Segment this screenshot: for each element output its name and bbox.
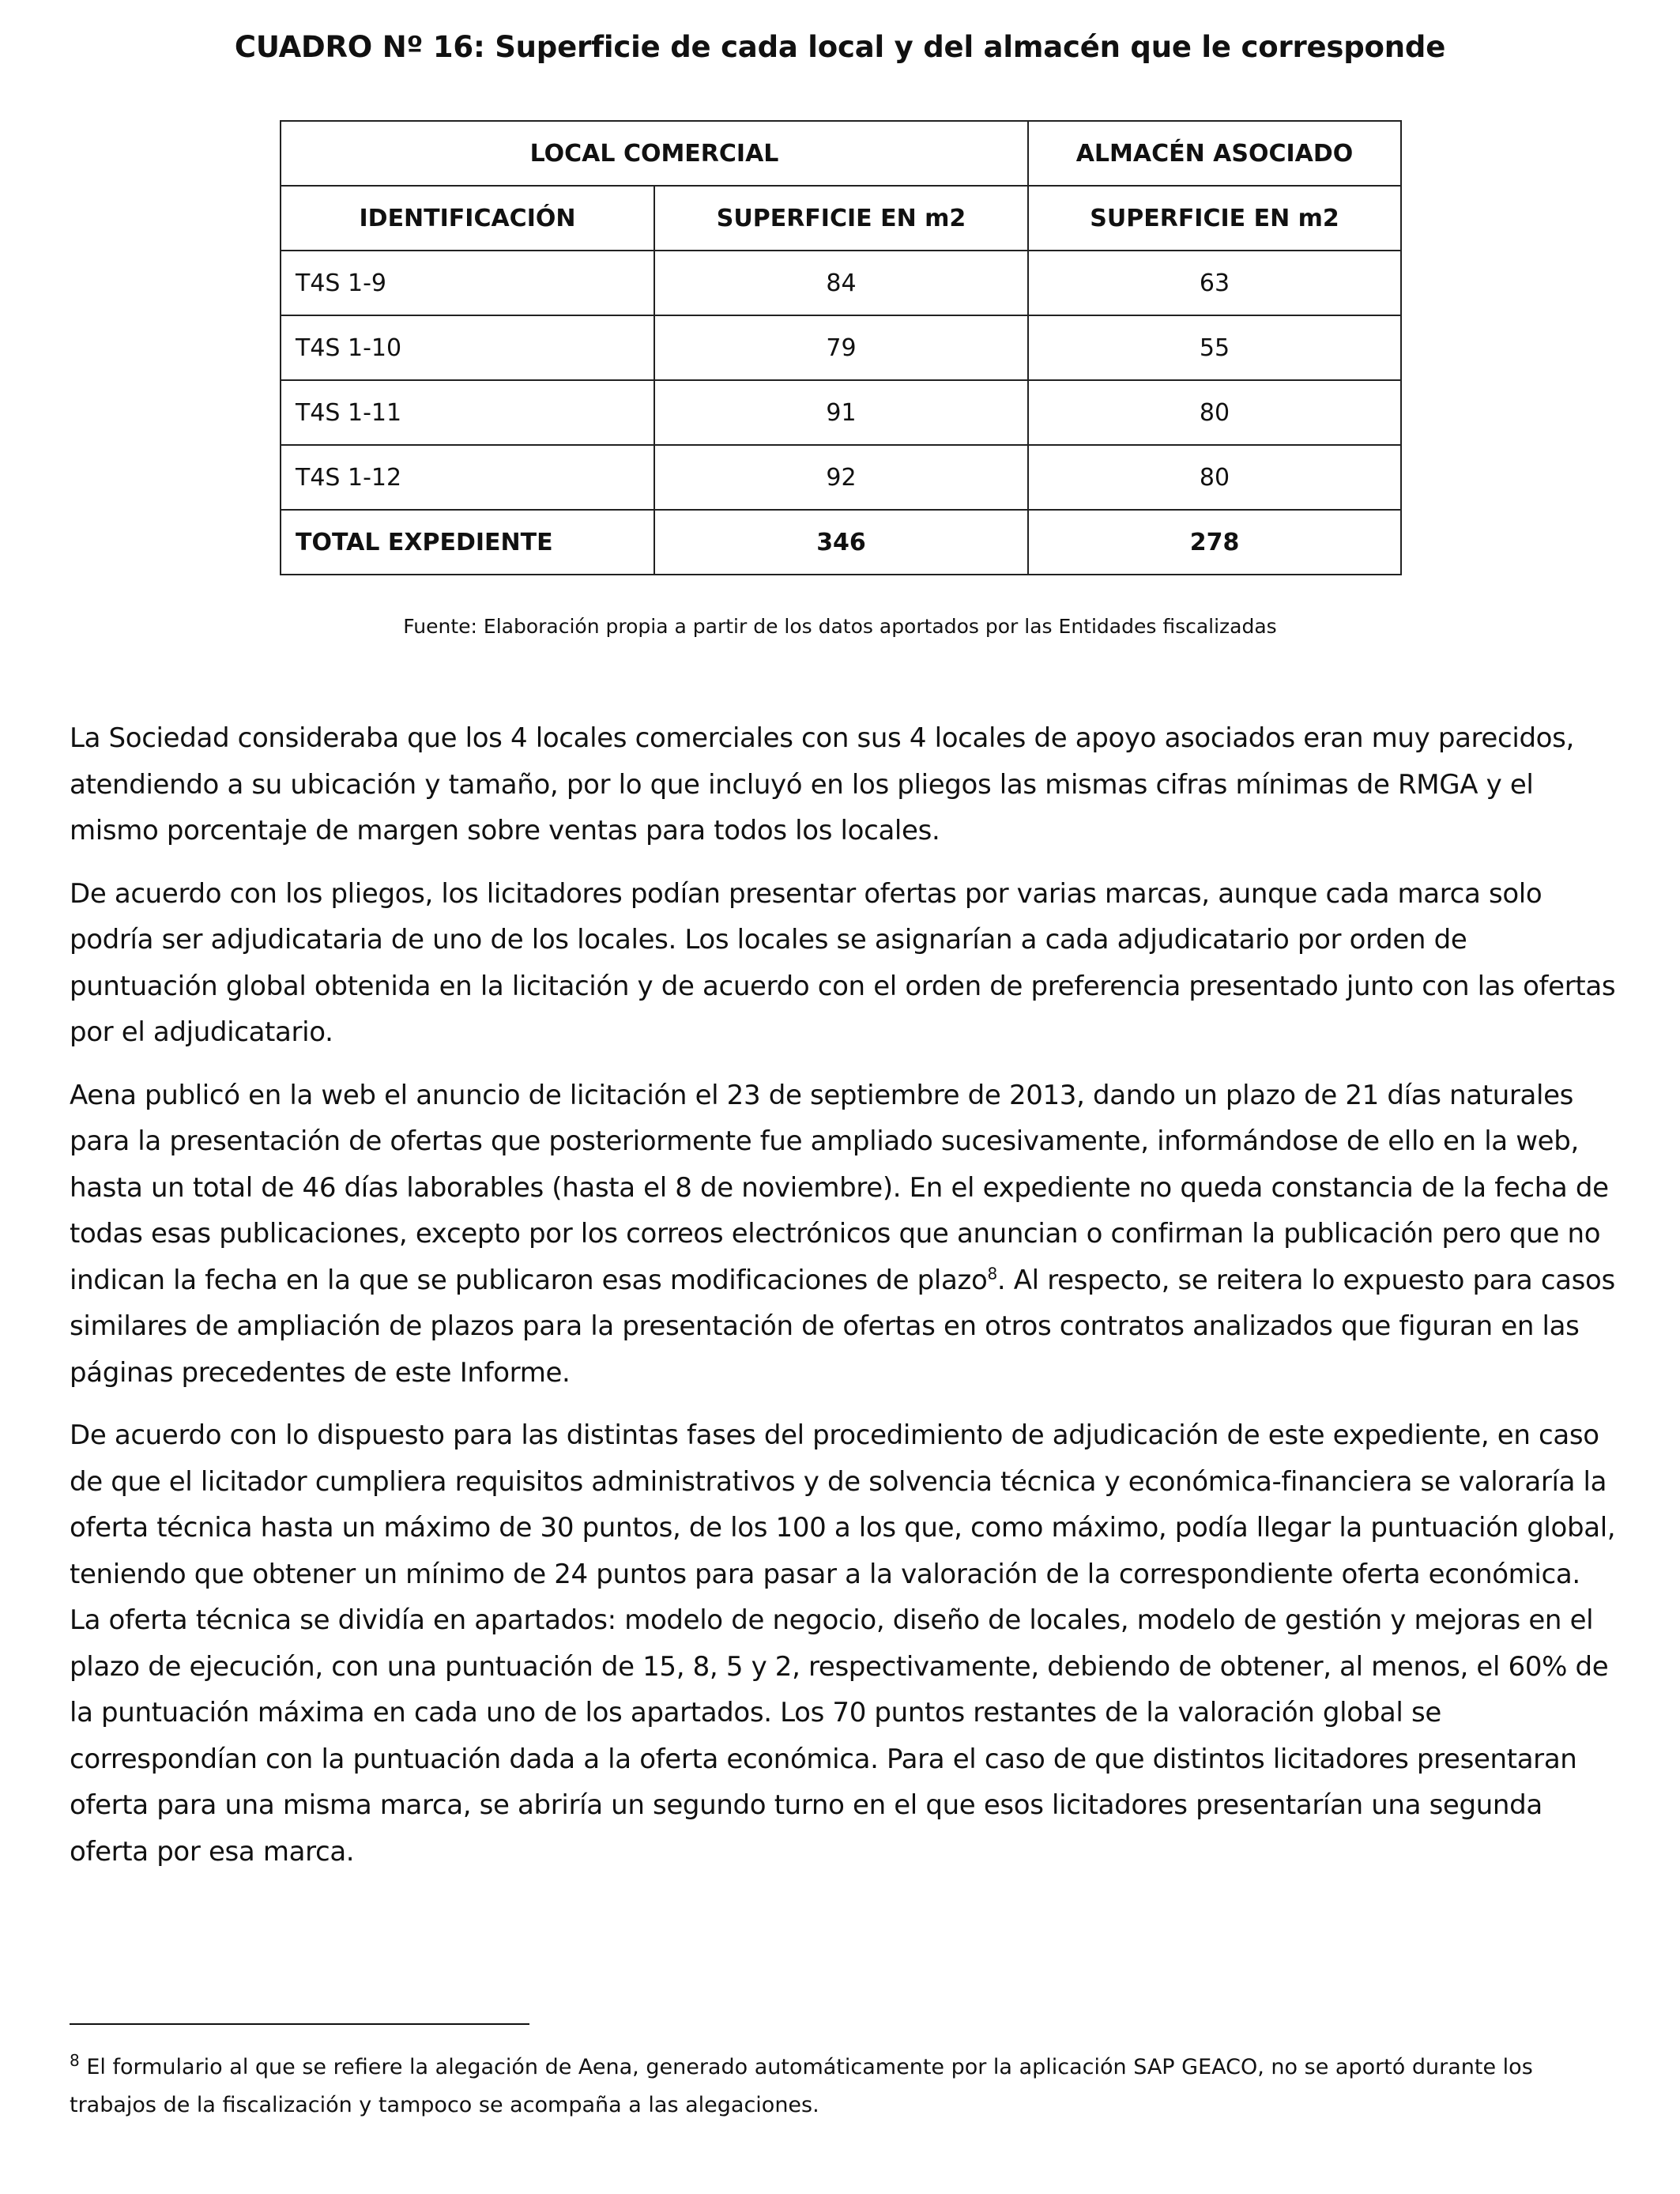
table-row (281, 380, 1401, 445)
table-row (281, 315, 1401, 380)
table-row (281, 251, 1401, 315)
paragraph-3-part-b: . Al respecto, se reitera lo expuesto para casos similares de ampliación de plazos para la presentación de ofertas en otros contratos analizados que figuran en las páginas precedentes de este Informe. (70, 1264, 1615, 1389)
total-label: TOTAL EXPEDIENTE (281, 510, 654, 575)
table-title: CUADRO Nº 16: Superficie de cada local y del almacén que le corresponde (234, 30, 1446, 64)
footnote-number: 8 (70, 2051, 80, 2070)
cell-id: T4S 1-12 (281, 445, 654, 510)
total-local: 346 (654, 510, 1028, 575)
cell-id: T4S 1-9 (281, 251, 654, 315)
cell-almacen: 55 (1028, 315, 1401, 380)
footnote-reference[interactable]: 8 (987, 1264, 997, 1284)
cell-local: 92 (654, 445, 1028, 510)
group-header-local: LOCAL COMERCIAL (281, 121, 1028, 186)
paragraph-4: De acuerdo con lo dispuesto para las distintas fases del procedimiento de adjudicación de este expediente, en caso de que el licitador cumpliera requisitos administrativos y de solvencia técnica y económica-financiera se valoraría la oferta técnica hasta un máximo de 30 puntos, de los 100 a los que, como máximo, podía llegar la puntuación global, teniendo que obtener un mínimo de 24 puntos para pasar a la valoración de la correspondiente oferta económica. La oferta técnica se dividía en apartados: modelo de negocio, diseño de locales, modelo de gestión y mejoras en el plazo de ejecución, con una puntuación de 15, 8, 5 y 2, respectivamente, debiendo de obtener, al menos, el 60% de la puntuación máxima en cada uno de los apartados. Los 70 puntos restantes de la valoración global se correspondían con la puntuación dada a la oferta económica. Para el caso de que distintos licitadores presentaran oferta para una misma marca, se abriría un segundo turno en el que esos licitadores presentarían una segunda oferta por esa marca. (70, 1419, 1616, 1868)
paragraph-3 (70, 1072, 1618, 1397)
footnote-text: El formulario al que se refiere la alegación de Aena, generado automáticamente por la aplicación SAP GEACO, no se aportó durante los trabajos de la fiscalización y tampoco se acompaña a las alegaciones. (70, 2055, 1533, 2117)
col-header-almacen-surface: SUPERFICIE EN m2 (1028, 186, 1401, 251)
cell-local: 79 (654, 315, 1028, 380)
cell-local: 84 (654, 251, 1028, 315)
paragraph-3-part-a: Aena publicó en la web el anuncio de licitación el 23 de septiembre de 2013, dando un plazo de 21 días naturales para la presentación de ofertas que posteriormente fue ampliado sucesivamente, informándose de ello en la web, hasta un total de 46 días laborables (hasta el 8 de noviembre). En el expediente no queda constancia de la fecha de todas esas publicaciones, excepto por los correos electrónicos que anuncian o confirman la publicación pero que no indican la fecha en la que se publicaron esas modificaciones de plazo (70, 1079, 1609, 1296)
cell-id: T4S 1-11 (281, 380, 654, 445)
footnote-separator (70, 2023, 529, 2025)
body-text (70, 715, 1618, 1891)
total-almacen: 278 (1028, 510, 1401, 575)
group-header-row (281, 121, 1401, 186)
total-row (281, 510, 1401, 575)
cell-local: 91 (654, 380, 1028, 445)
cell-id: T4S 1-10 (281, 315, 654, 380)
column-header-row (281, 186, 1401, 251)
table-source-note: Fuente: Elaboración propia a partir de los datos aportados por las Entidades fiscalizadas (403, 615, 1277, 638)
group-header-almacen: ALMACÉN ASOCIADO (1028, 121, 1401, 186)
cell-almacen: 63 (1028, 251, 1401, 315)
col-header-local-surface: SUPERFICIE EN m2 (654, 186, 1028, 251)
surface-table (280, 120, 1402, 575)
table-row (281, 445, 1401, 510)
paragraph-2: De acuerdo con los pliegos, los licitadores podían presentar ofertas por varias marcas, aunque cada marca solo podría ser adjudicataria de uno de los locales. Los locales se asignarían a cada adjudicatario por orden de puntuación global obtenida en la licitación y de acuerdo con el orden de preferencia presentado junto con las ofertas por el adjudicatario. (70, 877, 1616, 1048)
footnote (70, 2049, 1618, 2124)
cell-almacen: 80 (1028, 380, 1401, 445)
cell-almacen: 80 (1028, 445, 1401, 510)
paragraph-1: La Sociedad consideraba que los 4 locales comerciales con sus 4 locales de apoyo asociados eran muy parecidos, atendiendo a su ubicación y tamaño, por lo que incluyó en los pliegos las mismas cifras mínimas de RMGA y el mismo porcentaje de margen sobre ventas para todos los locales. (70, 722, 1574, 846)
col-header-id: IDENTIFICACIÓN (281, 186, 654, 251)
